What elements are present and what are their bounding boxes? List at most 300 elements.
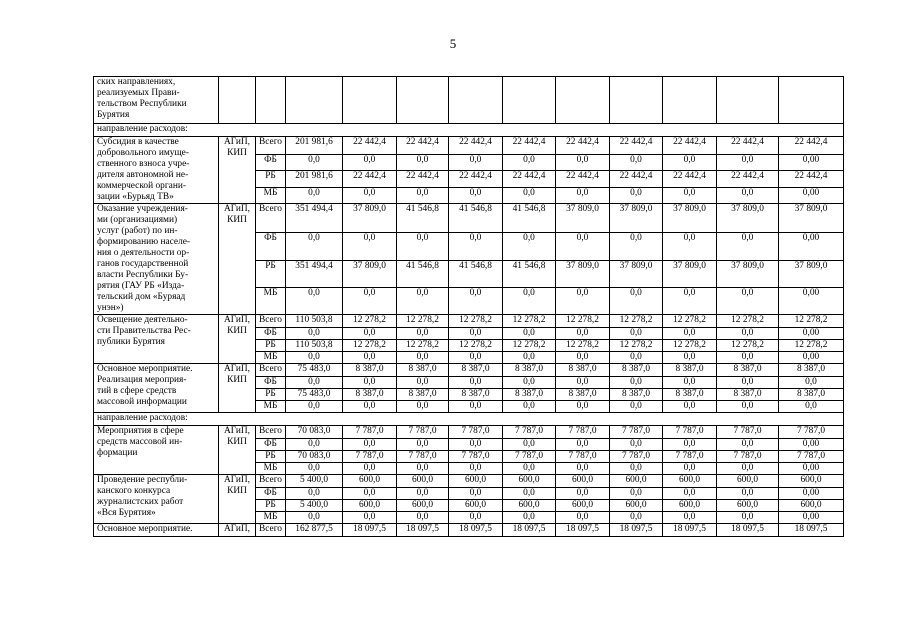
amount-cell: 0,0	[663, 287, 717, 314]
funding-source: ФБ	[256, 488, 286, 500]
amount-cell: 22 442,4	[610, 171, 663, 187]
amount-cell: 12 278,2	[779, 340, 844, 352]
amount-cell: 0,0	[449, 512, 503, 524]
amount-cell: 0,00	[779, 463, 844, 475]
amount-cell: 22 442,4	[449, 171, 503, 187]
empty-cell	[286, 77, 343, 124]
funding-source: Всего	[256, 475, 286, 488]
amount-cell: 600,0	[779, 500, 844, 512]
amount-cell: 41 546,8	[397, 204, 449, 233]
continuation-row	[94, 77, 844, 124]
amount-cell: 12 278,2	[343, 340, 397, 352]
funding-source: Всего	[256, 426, 286, 439]
amount-cell: 0,0	[397, 154, 449, 170]
empty-cell	[503, 77, 556, 124]
amount-cell: 0,0	[610, 154, 663, 170]
amount-cell: 0,0	[503, 287, 556, 314]
amount-cell: 12 278,2	[717, 340, 779, 352]
amount-cell: 0,0	[449, 463, 503, 475]
empty-cell	[610, 77, 663, 124]
amount-cell: 0,0	[717, 233, 779, 260]
amount-cell: 600,0	[663, 475, 717, 488]
amount-cell: 0,0	[397, 463, 449, 475]
amount-cell: 0,0	[397, 352, 449, 364]
amount-cell: 37 809,0	[663, 260, 717, 287]
amount-cell: 18 097,5	[503, 524, 556, 537]
amount-cell: 0,0	[449, 488, 503, 500]
responsible-executor: АГиП, КИП	[219, 426, 256, 475]
amount-cell: 8 387,0	[717, 389, 779, 401]
empty-cell	[556, 77, 610, 124]
amount-cell: 7 787,0	[397, 451, 449, 463]
amount-cell: 0,0	[663, 352, 717, 364]
amount-cell: 0,0	[663, 512, 717, 524]
amount-cell: 12 278,2	[449, 315, 503, 328]
amount-cell: 0,0	[286, 377, 343, 389]
funding-source: РБ	[256, 451, 286, 463]
amount-cell: 0,0	[556, 187, 610, 203]
funding-source: МБ	[256, 352, 286, 364]
amount-cell: 600,0	[717, 475, 779, 488]
amount-cell: 0,00	[779, 488, 844, 500]
amount-cell: 8 387,0	[503, 389, 556, 401]
amount-cell: 7 787,0	[343, 426, 397, 439]
amount-cell: 0,0	[663, 463, 717, 475]
amount-cell: 0,0	[610, 488, 663, 500]
funding-source: Всего	[256, 204, 286, 233]
measure-name: Основное мероприятие. Реализация мероприя- тий в сфере средств массовой информации	[94, 364, 219, 413]
amount-cell: 0,00	[779, 512, 844, 524]
amount-cell: 18 097,5	[663, 524, 717, 537]
amount-cell: 8 387,0	[663, 389, 717, 401]
responsible-executor: АГиП, КИП	[219, 315, 256, 364]
amount-cell: 0,0	[397, 512, 449, 524]
amount-cell: 0,0	[449, 439, 503, 451]
page-number: 5	[449, 36, 457, 51]
amount-cell: 0,0	[610, 377, 663, 389]
amount-cell: 162 877,5	[286, 524, 343, 537]
funding-source: Всего	[256, 364, 286, 377]
budget-table	[93, 76, 844, 537]
amount-cell: 0,0	[286, 187, 343, 203]
amount-cell: 0,0	[556, 512, 610, 524]
amount-cell: 201 981,6	[286, 137, 343, 155]
amount-cell: 0,0	[449, 187, 503, 203]
amount-cell: 12 278,2	[503, 315, 556, 328]
amount-cell: 0,0	[717, 488, 779, 500]
amount-cell: 0,0	[717, 401, 779, 413]
amount-cell: 0,0	[503, 352, 556, 364]
amount-cell: 0,0	[286, 463, 343, 475]
amount-cell: 12 278,2	[663, 340, 717, 352]
amount-cell: 0,0	[503, 488, 556, 500]
table-row	[94, 426, 844, 439]
amount-cell: 8 387,0	[556, 389, 610, 401]
measure-name: Оказание учреждения- ми (организациями) услуг (работ) по ин- формированию населе- ния о деятельности ор- ганов государственной власти Республики Бу- рятия (ГАУ РБ «Изда- тельский дом «Буряад унэн»)	[94, 204, 219, 315]
funding-source: МБ	[256, 463, 286, 475]
amount-cell: 7 787,0	[343, 451, 397, 463]
amount-cell: 12 278,2	[397, 340, 449, 352]
amount-cell: 37 809,0	[556, 204, 610, 233]
amount-cell: 600,0	[503, 475, 556, 488]
amount-cell: 0,0	[343, 488, 397, 500]
amount-cell: 22 442,4	[717, 171, 779, 187]
amount-cell: 8 387,0	[663, 364, 717, 377]
amount-cell: 7 787,0	[449, 451, 503, 463]
amount-cell: 0,0	[663, 154, 717, 170]
measure-name: Проведение республи- канского конкурса журналистских работ «Вся Бурятия»	[94, 475, 219, 524]
amount-cell: 8 387,0	[556, 364, 610, 377]
amount-cell: 0,0	[343, 328, 397, 340]
amount-cell: 7 787,0	[663, 451, 717, 463]
direction-label: направление расходов:	[94, 124, 844, 137]
amount-cell: 0,0	[449, 233, 503, 260]
amount-cell: 8 387,0	[503, 364, 556, 377]
amount-cell: 0,00	[779, 439, 844, 451]
amount-cell: 22 442,4	[503, 171, 556, 187]
amount-cell: 0,0	[556, 377, 610, 389]
amount-cell: 18 097,5	[610, 524, 663, 537]
amount-cell: 0,0	[779, 377, 844, 389]
amount-cell: 12 278,2	[503, 340, 556, 352]
amount-cell: 0,0	[449, 328, 503, 340]
amount-cell: 12 278,2	[610, 315, 663, 328]
amount-cell: 22 442,4	[449, 137, 503, 155]
amount-cell: 0,00	[779, 233, 844, 260]
amount-cell: 0,0	[556, 154, 610, 170]
funding-source: ФБ	[256, 439, 286, 451]
amount-cell: 0,0	[397, 401, 449, 413]
amount-cell: 0,0	[663, 377, 717, 389]
continuation-text: ских направлениях, реализуемых Прави- тельством Республики Бурятия	[94, 77, 219, 124]
amount-cell: 18 097,5	[779, 524, 844, 537]
amount-cell: 7 787,0	[663, 426, 717, 439]
funding-source: РБ	[256, 500, 286, 512]
amount-cell: 22 442,4	[397, 137, 449, 155]
amount-cell: 600,0	[343, 500, 397, 512]
amount-cell: 22 442,4	[779, 137, 844, 155]
amount-cell: 600,0	[343, 475, 397, 488]
amount-cell: 0,0	[503, 463, 556, 475]
empty-cell	[663, 77, 717, 124]
amount-cell: 0,0	[610, 512, 663, 524]
amount-cell: 0,0	[286, 512, 343, 524]
amount-cell: 41 546,8	[449, 204, 503, 233]
amount-cell: 22 442,4	[556, 171, 610, 187]
table-row	[94, 137, 844, 155]
amount-cell: 8 387,0	[779, 364, 844, 377]
amount-cell: 0,0	[286, 439, 343, 451]
amount-cell: 7 787,0	[610, 451, 663, 463]
amount-cell: 0,0	[343, 154, 397, 170]
amount-cell: 0,0	[717, 463, 779, 475]
amount-cell: 41 546,8	[503, 260, 556, 287]
amount-cell: 0,0	[779, 401, 844, 413]
amount-cell: 600,0	[717, 500, 779, 512]
amount-cell: 75 483,0	[286, 364, 343, 377]
amount-cell: 7 787,0	[397, 426, 449, 439]
amount-cell: 7 787,0	[449, 426, 503, 439]
amount-cell: 0,0	[610, 233, 663, 260]
amount-cell: 0,0	[556, 328, 610, 340]
amount-cell: 0,0	[556, 488, 610, 500]
amount-cell: 37 809,0	[610, 260, 663, 287]
amount-cell: 0,0	[286, 154, 343, 170]
amount-cell: 41 546,8	[449, 260, 503, 287]
amount-cell: 12 278,2	[663, 315, 717, 328]
amount-cell: 0,0	[343, 287, 397, 314]
amount-cell: 37 809,0	[779, 204, 844, 233]
amount-cell: 0,0	[556, 439, 610, 451]
amount-cell: 0,0	[397, 187, 449, 203]
amount-cell: 600,0	[610, 500, 663, 512]
amount-cell: 0,0	[503, 439, 556, 451]
amount-cell: 7 787,0	[717, 451, 779, 463]
table-row	[94, 364, 844, 377]
amount-cell: 600,0	[397, 500, 449, 512]
amount-cell: 8 387,0	[449, 389, 503, 401]
amount-cell: 37 809,0	[343, 260, 397, 287]
amount-cell: 0,00	[779, 328, 844, 340]
amount-cell: 18 097,5	[343, 524, 397, 537]
amount-cell: 0,0	[663, 401, 717, 413]
funding-source: МБ	[256, 287, 286, 314]
amount-cell: 22 442,4	[610, 137, 663, 155]
amount-cell: 0,0	[556, 463, 610, 475]
amount-cell: 600,0	[556, 500, 610, 512]
amount-cell: 75 483,0	[286, 389, 343, 401]
amount-cell: 351 494,4	[286, 260, 343, 287]
amount-cell: 12 278,2	[449, 340, 503, 352]
amount-cell: 0,0	[717, 512, 779, 524]
amount-cell: 0,0	[397, 488, 449, 500]
amount-cell: 0,0	[610, 401, 663, 413]
amount-cell: 0,0	[717, 439, 779, 451]
amount-cell: 0,0	[343, 233, 397, 260]
amount-cell: 0,00	[779, 352, 844, 364]
amount-cell: 12 278,2	[779, 315, 844, 328]
amount-cell: 0,0	[556, 287, 610, 314]
amount-cell: 0,0	[503, 377, 556, 389]
amount-cell: 600,0	[610, 475, 663, 488]
amount-cell: 18 097,5	[556, 524, 610, 537]
amount-cell: 0,0	[397, 439, 449, 451]
amount-cell: 7 787,0	[556, 426, 610, 439]
direction-row	[94, 124, 844, 137]
amount-cell: 0,0	[717, 187, 779, 203]
amount-cell: 600,0	[779, 475, 844, 488]
amount-cell: 22 442,4	[663, 171, 717, 187]
amount-cell: 37 809,0	[663, 204, 717, 233]
amount-cell: 0,0	[503, 233, 556, 260]
amount-cell: 12 278,2	[717, 315, 779, 328]
amount-cell: 0,0	[717, 154, 779, 170]
amount-cell: 0,0	[610, 352, 663, 364]
amount-cell: 0,0	[503, 154, 556, 170]
amount-cell: 70 083,0	[286, 451, 343, 463]
funding-source: ФБ	[256, 328, 286, 340]
funding-source: Всего	[256, 315, 286, 328]
amount-cell: 12 278,2	[610, 340, 663, 352]
responsible-executor: АГиП, КИП	[219, 475, 256, 524]
amount-cell: 7 787,0	[717, 426, 779, 439]
funding-source: ФБ	[256, 377, 286, 389]
empty-cell	[256, 77, 286, 124]
funding-source: РБ	[256, 389, 286, 401]
amount-cell: 8 387,0	[717, 364, 779, 377]
empty-cell	[449, 77, 503, 124]
measure-name: Освещение деятельно- сти Правительства Рес- публики Бурятия	[94, 315, 219, 364]
empty-cell	[219, 77, 256, 124]
amount-cell: 0,0	[343, 377, 397, 389]
table-row	[94, 475, 844, 488]
amount-cell: 5 400,0	[286, 475, 343, 488]
amount-cell: 0,0	[449, 401, 503, 413]
amount-cell: 8 387,0	[779, 389, 844, 401]
amount-cell: 0,0	[717, 377, 779, 389]
amount-cell: 37 809,0	[556, 260, 610, 287]
amount-cell: 0,0	[503, 328, 556, 340]
amount-cell: 0,0	[449, 154, 503, 170]
amount-cell: 22 442,4	[663, 137, 717, 155]
amount-cell: 12 278,2	[556, 315, 610, 328]
amount-cell: 351 494,4	[286, 204, 343, 233]
amount-cell: 0,0	[610, 463, 663, 475]
amount-cell: 0,00	[779, 287, 844, 314]
amount-cell: 7 787,0	[503, 426, 556, 439]
amount-cell: 70 083,0	[286, 426, 343, 439]
amount-cell: 0,0	[343, 352, 397, 364]
funding-source: Всего	[256, 137, 286, 155]
amount-cell: 0,0	[449, 377, 503, 389]
amount-cell: 7 787,0	[503, 451, 556, 463]
amount-cell: 0,0	[663, 187, 717, 203]
amount-cell: 0,0	[663, 328, 717, 340]
amount-cell: 0,0	[343, 439, 397, 451]
amount-cell: 0,0	[610, 439, 663, 451]
responsible-executor: АГиП, КИП	[219, 137, 256, 204]
amount-cell: 0,0	[449, 287, 503, 314]
amount-cell: 22 442,4	[397, 171, 449, 187]
amount-cell: 5 400,0	[286, 500, 343, 512]
amount-cell: 7 787,0	[610, 426, 663, 439]
amount-cell: 600,0	[449, 500, 503, 512]
amount-cell: 0,0	[286, 352, 343, 364]
amount-cell: 0,0	[663, 488, 717, 500]
funding-source: РБ	[256, 260, 286, 287]
amount-cell: 0,0	[449, 352, 503, 364]
amount-cell: 0,0	[286, 488, 343, 500]
empty-cell	[397, 77, 449, 124]
funding-source: РБ	[256, 171, 286, 187]
amount-cell: 0,0	[503, 187, 556, 203]
amount-cell: 37 809,0	[610, 204, 663, 233]
funding-source: Всего	[256, 524, 286, 537]
amount-cell: 18 097,5	[717, 524, 779, 537]
amount-cell: 22 442,4	[556, 137, 610, 155]
amount-cell: 7 787,0	[779, 451, 844, 463]
amount-cell: 37 809,0	[717, 204, 779, 233]
amount-cell: 22 442,4	[343, 171, 397, 187]
amount-cell: 12 278,2	[343, 315, 397, 328]
measure-name: Субсидия в качестве добровольного имуще- ственного взноса учре- дителя автономной не- коммерческой органи- зации «Бурьяд ТВ»	[94, 137, 219, 204]
amount-cell: 0,0	[343, 463, 397, 475]
funding-source: МБ	[256, 401, 286, 413]
measure-name: Основное мероприятие.	[94, 524, 219, 537]
amount-cell: 8 387,0	[610, 364, 663, 377]
amount-cell: 0,0	[610, 187, 663, 203]
amount-cell: 0,00	[779, 154, 844, 170]
amount-cell: 22 442,4	[779, 171, 844, 187]
amount-cell: 600,0	[556, 475, 610, 488]
amount-cell: 7 787,0	[556, 451, 610, 463]
amount-cell: 0,0	[556, 352, 610, 364]
funding-source: РБ	[256, 340, 286, 352]
amount-cell: 18 097,5	[449, 524, 503, 537]
amount-cell: 0,0	[663, 233, 717, 260]
amount-cell: 600,0	[449, 475, 503, 488]
amount-cell: 8 387,0	[343, 389, 397, 401]
amount-cell: 8 387,0	[449, 364, 503, 377]
table-row	[94, 315, 844, 328]
amount-cell: 0,0	[286, 401, 343, 413]
empty-cell	[717, 77, 779, 124]
amount-cell: 0,0	[717, 328, 779, 340]
amount-cell: 0,0	[717, 352, 779, 364]
amount-cell: 12 278,2	[397, 315, 449, 328]
direction-row	[94, 413, 844, 426]
funding-source: ФБ	[256, 154, 286, 170]
responsible-executor: АГиП, КИП	[219, 364, 256, 413]
amount-cell: 37 809,0	[779, 260, 844, 287]
amount-cell: 22 442,4	[343, 137, 397, 155]
empty-cell	[343, 77, 397, 124]
amount-cell: 0,0	[503, 401, 556, 413]
measure-name: Мероприятия в сфере средств массовой ин- формации	[94, 426, 219, 475]
amount-cell: 18 097,5	[397, 524, 449, 537]
amount-cell: 8 387,0	[610, 389, 663, 401]
amount-cell: 8 387,0	[343, 364, 397, 377]
direction-label: направление расходов:	[94, 413, 844, 426]
amount-cell: 0,0	[286, 287, 343, 314]
amount-cell: 0,0	[556, 401, 610, 413]
amount-cell: 0,0	[610, 287, 663, 314]
amount-cell: 201 981,6	[286, 171, 343, 187]
amount-cell: 8 387,0	[397, 389, 449, 401]
amount-cell: 12 278,2	[556, 340, 610, 352]
table-row	[94, 204, 844, 233]
funding-source: ФБ	[256, 233, 286, 260]
amount-cell: 0,0	[610, 328, 663, 340]
amount-cell: 110 503,8	[286, 340, 343, 352]
amount-cell: 0,0	[663, 439, 717, 451]
amount-cell: 0,0	[343, 187, 397, 203]
amount-cell: 41 546,8	[503, 204, 556, 233]
amount-cell: 22 442,4	[717, 137, 779, 155]
amount-cell: 0,0	[503, 512, 556, 524]
amount-cell: 0,00	[779, 187, 844, 203]
amount-cell: 600,0	[663, 500, 717, 512]
table-row	[94, 524, 844, 537]
amount-cell: 0,0	[556, 233, 610, 260]
funding-source: МБ	[256, 187, 286, 203]
amount-cell: 0,0	[397, 328, 449, 340]
amount-cell: 0,0	[397, 233, 449, 260]
amount-cell: 0,0	[717, 287, 779, 314]
responsible-executor: АГиП,	[219, 524, 256, 537]
responsible-executor: АГиП, КИП	[219, 204, 256, 315]
amount-cell: 41 546,8	[397, 260, 449, 287]
